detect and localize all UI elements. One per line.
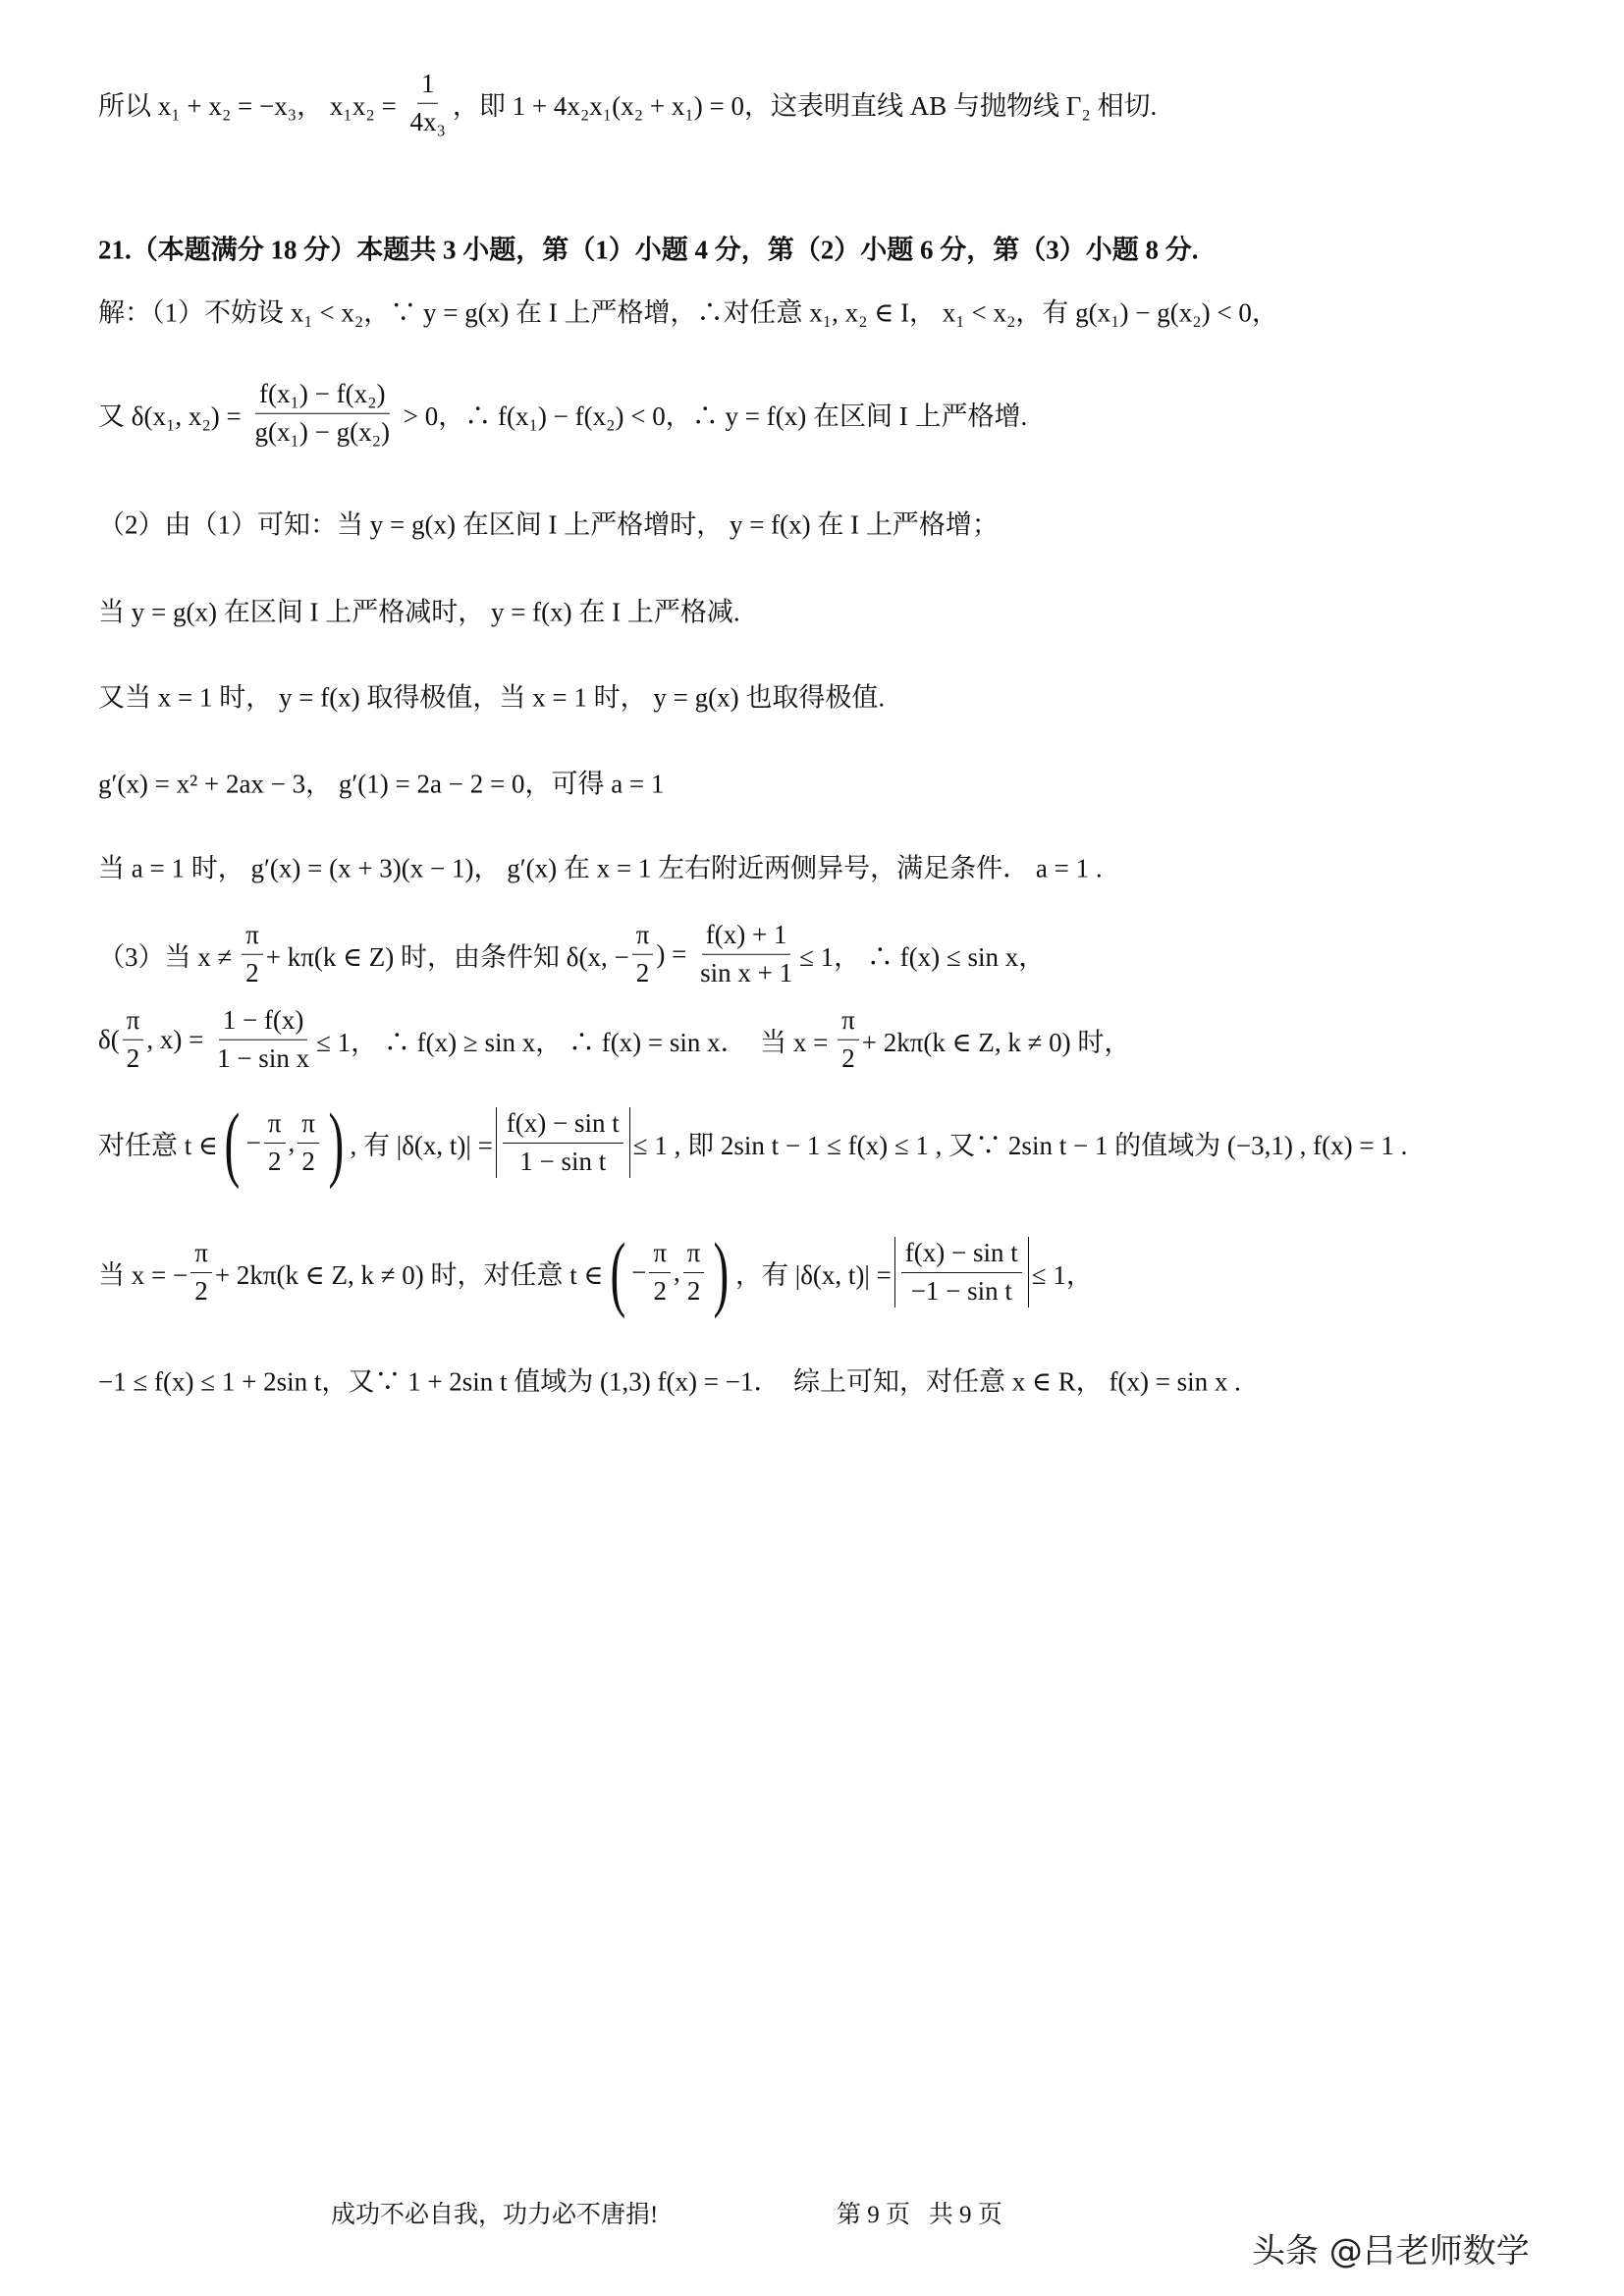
text-line (98, 68, 1157, 139)
text-run: , (674, 1256, 680, 1287)
text-run: 所以 x₁ + x₂ = −x₃， x₁x₂ = (98, 90, 404, 121)
absolute-value (894, 1237, 1029, 1308)
fraction-numerator: π (242, 919, 263, 955)
fraction-denominator: 4x₃ (409, 106, 446, 136)
fraction-numerator: π (683, 1237, 705, 1273)
text-run: δ( (98, 1024, 120, 1054)
text-line (98, 1004, 1130, 1076)
absolute-value (496, 1107, 630, 1179)
fraction-numerator: π (190, 1237, 212, 1273)
fraction-numerator: f(x) − sin t (901, 1237, 1022, 1273)
text-run: 21.（本题满分 18 分）本题共 3 小题，第（1）小题 4 分，第（2）小题 6 分，第（3）小题 8 分. (98, 235, 1199, 265)
watermark: 头条 @吕老师数学 (1252, 2231, 1530, 2271)
fraction (901, 1237, 1022, 1308)
fraction (649, 1237, 671, 1308)
fraction-denominator: 2 (301, 1146, 315, 1176)
fraction (298, 1107, 319, 1179)
text-run: （2）由（1）可知：当 y = g(x) 在区间 I 上严格增时， y = f(x) 在 I 上严格增； (98, 509, 999, 540)
fraction-denominator: −1 − sin t (910, 1275, 1012, 1306)
text-run: ≤ 1， (1031, 1259, 1093, 1290)
text-run: 对任意 t ∈ (98, 1130, 218, 1160)
fraction-denominator: 2 (126, 1042, 140, 1073)
text-run: 解：（1）不妨设 x₁ < x₂，∵ y = g(x) 在 I 上严格增，∴对任意 x₁, x₂ ∈ I， x₁ < x₂，有 g(x₁) − g(x₂) < 0， (98, 297, 1278, 328)
fraction-denominator: sin x + 1 (700, 957, 793, 988)
footer-motto: 成功不必自我，功力必不唐捐! (331, 2202, 659, 2228)
section-heading (98, 229, 1199, 267)
text-run: + kπ(k ∈ Z) 时，由条件知 δ(x, − (265, 941, 629, 972)
text-run: 当 y = g(x) 在区间 I 上严格减时， y = f(x) 在 I 上严格减. (98, 597, 740, 627)
fraction (190, 1237, 212, 1308)
text-line (98, 847, 1103, 885)
fraction-denominator: 1 − sin t (519, 1146, 607, 1176)
fraction (123, 1004, 144, 1076)
footer-page-number: 第 9 页 共 9 页 (837, 2202, 1002, 2228)
text-line (98, 1225, 1093, 1319)
text-run: ，有 |δ(x, t)| = (735, 1259, 892, 1290)
text-run: − (631, 1256, 647, 1287)
text-run: ，即 1 + 4x₂x₁(x₂ + x₁) = 0，这表明直线 AB 与抛物线 Γ₂ 相切. (452, 90, 1158, 121)
fraction (632, 919, 654, 990)
fraction-numerator: 1 (417, 68, 439, 104)
fraction-denominator: g(x₁) − g(x₂) (254, 416, 391, 447)
text-line (98, 591, 740, 629)
text-run: − (245, 1127, 261, 1157)
fraction (503, 1107, 623, 1179)
fraction (264, 1107, 286, 1179)
fraction-numerator: π (632, 919, 654, 955)
fraction-numerator: π (264, 1107, 286, 1144)
right-paren: ) (713, 1225, 730, 1319)
text-run: , (288, 1127, 296, 1157)
text-line (98, 378, 1027, 450)
interval (218, 1095, 351, 1190)
text-run: 当 x = − (98, 1259, 189, 1290)
fraction (242, 919, 263, 990)
text-run: ≤ 1， ∴ f(x) ≥ sin x， ∴ f(x) = sin x． 当 x = (316, 1027, 836, 1057)
fraction-numerator: π (649, 1237, 671, 1273)
fraction (213, 1004, 313, 1076)
text-run: ≤ 1， ∴ f(x) ≤ sin x， (799, 941, 1046, 972)
right-paren: ) (328, 1095, 345, 1190)
text-line (98, 919, 1045, 990)
fraction-denominator: 1 − sin x (217, 1042, 310, 1073)
text-run: −1 ≤ f(x) ≤ 1 + 2sin t，又∵ 1 + 2sin t 值域为 (1,3) f(x) = −1． 综上可知，对任意 x ∈ R， f(x) = sin x . (98, 1366, 1241, 1397)
text-run: 又当 x = 1 时， y = f(x) 取得极值，当 x = 1 时， y = g(x) 也取得极值. (98, 682, 886, 713)
fraction-numerator: f(x) + 1 (702, 919, 791, 955)
fraction-denominator: 2 (267, 1146, 282, 1176)
fraction-denominator: 2 (635, 957, 650, 988)
text-line (98, 292, 1278, 330)
interval (604, 1225, 736, 1319)
fraction-denominator: 2 (245, 957, 259, 988)
text-line (98, 676, 885, 715)
text-line (98, 504, 999, 542)
left-paren: ( (224, 1095, 241, 1190)
text-run: + 2kπ(k ∈ Z, k ≠ 0) 时， (861, 1027, 1131, 1057)
fraction (838, 1004, 859, 1076)
text-run: > 0，∴ f(x₁) − f(x₂) < 0，∴ y = f(x) 在区间 I 上严格增. (397, 400, 1028, 431)
text-run: , x) = (146, 1024, 211, 1054)
text-line (98, 763, 664, 801)
fraction-denominator: 2 (653, 1275, 667, 1306)
text-run: 又 δ(x₁, x₂) = (98, 400, 248, 431)
fraction (406, 68, 449, 139)
left-paren: ( (609, 1225, 625, 1319)
text-line (98, 1095, 1408, 1190)
fraction (683, 1237, 705, 1308)
fraction-numerator: 1 − f(x) (219, 1004, 308, 1041)
fraction-numerator: f(x₁) − f(x₂) (255, 378, 390, 414)
fraction-denominator: 2 (841, 1042, 855, 1073)
fraction (251, 378, 395, 450)
text-run: g′(x) = x² + 2ax − 3， g′(1) = 2a − 2 = 0，可得 a = 1 (98, 769, 665, 799)
text-run: + 2kπ(k ∈ Z, k ≠ 0) 时，对任意 t ∈ (214, 1259, 604, 1290)
fraction-numerator: π (838, 1004, 859, 1041)
text-run: ≤ 1 , 即 2sin t − 1 ≤ f(x) ≤ 1 , 又∵ 2sin t − 1 的值域为 (−3,1) , f(x) = 1 . (632, 1130, 1408, 1160)
text-run: ) = (656, 938, 694, 969)
fraction (696, 919, 796, 990)
fraction-numerator: π (123, 1004, 144, 1041)
text-run: 当 a = 1 时， g′(x) = (x + 3)(x − 1)， g′(x) 在 x = 1 左右附近两侧异号，满足条件． a = 1 . (98, 853, 1103, 883)
fraction-denominator: 2 (686, 1275, 701, 1306)
text-run: （3）当 x ≠ (98, 941, 240, 972)
fraction-numerator: π (298, 1107, 319, 1144)
text-run: , 有 |δ(x, t)| = (350, 1130, 493, 1160)
fraction-denominator: 2 (194, 1275, 208, 1306)
fraction-numerator: f(x) − sin t (503, 1107, 623, 1144)
text-line (98, 1361, 1241, 1399)
